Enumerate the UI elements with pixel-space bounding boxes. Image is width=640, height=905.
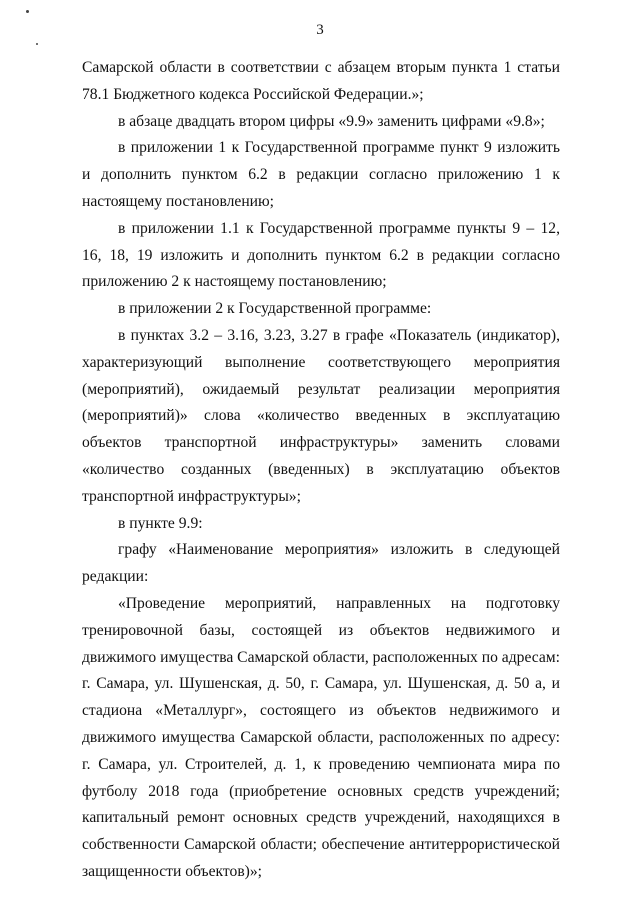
paragraph: графу «Наименование мероприятия» изложить в следующей редакции: (82, 541, 560, 586)
page-number: 3 (316, 22, 324, 38)
paragraph: в пункте 9.9: (118, 514, 203, 532)
paragraph: в абзаце двадцать втором цифры «9.9» заменить цифрами «9.8»; (118, 112, 545, 130)
paragraph: в приложении 2 к Государственной программе: (118, 300, 432, 318)
paragraph: в приложении 1.1 к Государственной программе пункты 9 – 12, 16, 18, 19 изложить и дополнить пунктом 6.2 в редакции согласно приложению 2 к настоящему постановлению; (82, 219, 560, 291)
paragraph: «Проведение мероприятий, направленных на подготовку тренировочной базы, состоящей из объектов недвижимого и движимого имущества Самарской области, расположенных по адресам: г. Самара, ул. Шушенская, д. 50, г. Самара, ул. Шушенская, д. 50 а, и стадиона «Металлург», состоящего из объектов недвижимого и движимого имущества Самарской области, расположенных по адресу: г. Самара, ул. Строителей, д. 1, к проведению чемпионата мира по футболу 2018 года (приобретение основных средств учреждений; капитальный ремонт основных средств учреждений, находящихся в собственности Самарской области; обеспечение антитеррористической защищенности объектов)»; (82, 594, 560, 880)
scan-speck (36, 43, 38, 45)
document-body (82, 55, 560, 886)
scan-speck (26, 10, 29, 13)
paragraph: в приложении 1 к Государственной программе пункт 9 изложить и дополнить пунктом 6.2 в редакции согласно приложению 1 к настоящему постановлению; (82, 139, 560, 210)
paragraph: Самарской области в соответствии с абзацем вторым пункта 1 статьи 78.1 Бюджетного кодекса Российской Федерации.»; (82, 59, 560, 103)
paragraph: в пунктах 3.2 – 3.16, 3.23, 3.27 в графе «Показатель (индикатор), характеризующий выполнение соответствующего мероприятия (мероприятий), ожидаемый результат реализации мероприятия (мероприятий)» слова «количество введенных в эксплуатацию объектов транспортной инфраструктуры» заменить словами «количество созданных (введенных) в эксплуатацию объектов транспортной инфраструктуры»; (82, 326, 560, 505)
